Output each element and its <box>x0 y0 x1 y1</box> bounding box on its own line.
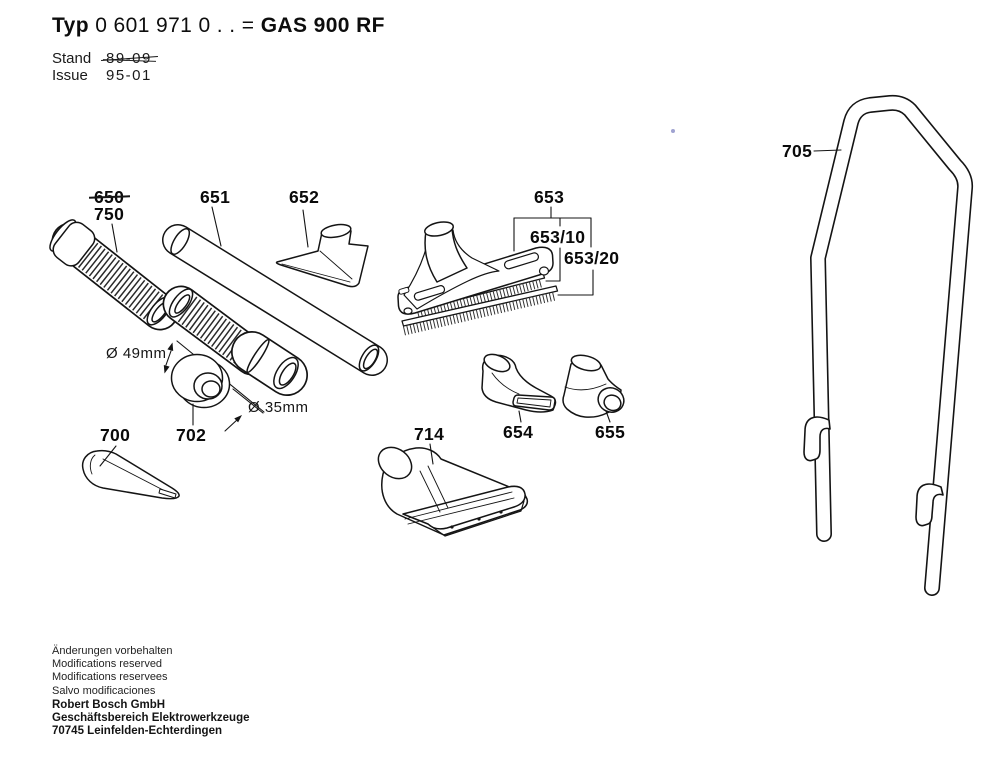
issue-label: Issue <box>52 67 88 84</box>
part-label-650: 650 <box>94 187 125 207</box>
part-label-705: 705 <box>782 141 813 161</box>
adapter-ring-702-drawing <box>172 355 230 408</box>
company-address <box>52 699 250 739</box>
push-handle-705-drawing <box>804 103 965 588</box>
type-number: 0 601 971 0 . . <box>95 14 236 37</box>
modification-notes <box>52 645 172 698</box>
note-line: Modifications reservees <box>52 671 168 684</box>
part-label-654: 654 <box>503 422 534 442</box>
page-title <box>52 14 385 38</box>
company-line: Robert Bosch GmbH <box>52 699 166 711</box>
part-label-653-10: 653/10 <box>530 227 586 247</box>
part-label-655: 655 <box>595 422 626 442</box>
reducer-655-drawing <box>563 353 628 418</box>
part-label-700: 700 <box>100 425 131 445</box>
equals-sign: = <box>241 14 255 37</box>
part-label-750: 750 <box>94 204 125 224</box>
dimension-49mm: Ø 49mm <box>106 345 167 362</box>
model-name: GAS 900 RF <box>260 14 385 37</box>
note-line: Modifications reserved <box>52 658 163 671</box>
dimension-35mm: Ø 35mm <box>248 399 309 416</box>
crevice-nozzle-700-drawing <box>83 451 179 499</box>
issue-value: 95-01 <box>106 67 152 84</box>
note-line: Änderungen vorbehalten <box>52 645 173 657</box>
stand-row <box>52 50 152 67</box>
note-line: Salvo modificaciones <box>52 684 156 697</box>
flat-nozzle-654-drawing <box>482 351 556 412</box>
part-label-702: 702 <box>176 425 207 445</box>
scan-artifact-dot <box>671 129 675 133</box>
part-label-653-20: 653/20 <box>564 248 620 268</box>
part-label-714: 714 <box>414 424 445 444</box>
part-label-652: 652 <box>289 187 320 207</box>
company-line: 70745 Leinfelden-Echterdingen <box>52 725 222 738</box>
type-label: Typ <box>52 14 89 37</box>
company-line: Geschäftsbereich Elektrowerkzeuge <box>52 712 250 725</box>
stand-label: Stand <box>52 50 92 67</box>
part-label-651: 651 <box>200 187 231 207</box>
stand-value: 89-09 <box>106 50 152 67</box>
wide-nozzle-714-drawing <box>372 441 527 536</box>
nozzle-652-drawing <box>277 222 369 286</box>
part-label-653: 653 <box>534 187 565 207</box>
issue-row <box>52 67 152 84</box>
